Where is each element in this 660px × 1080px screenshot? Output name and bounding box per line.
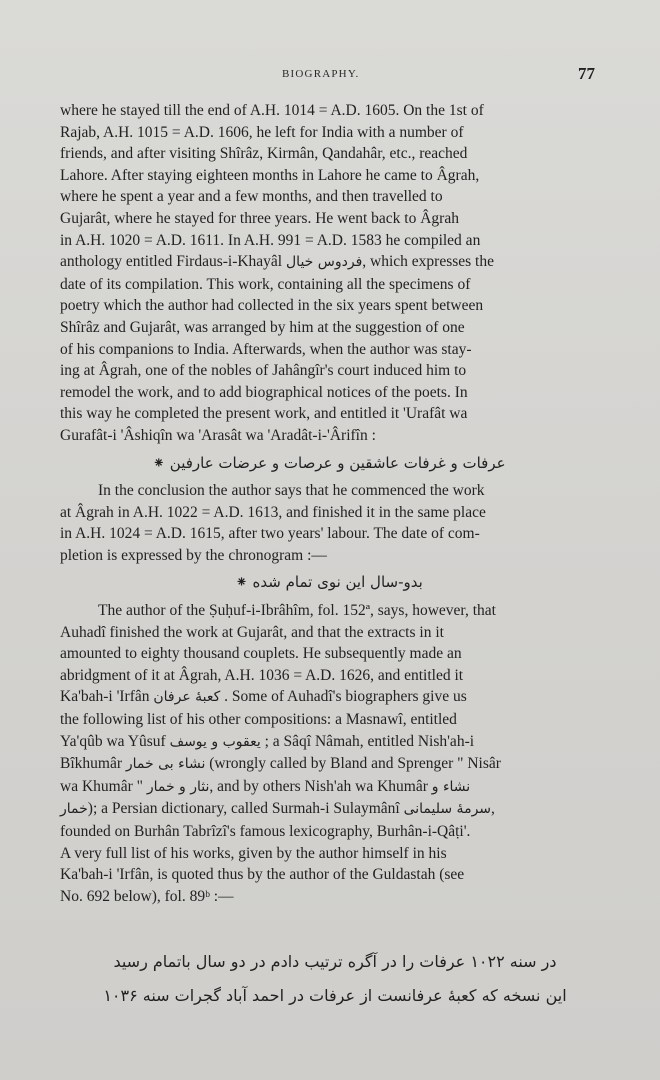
text-line: in A.H. 1020 = A.D. 1611. In A.H. 991 = A.D. 1583 he compiled an: [60, 231, 481, 249]
text-fragment: Bîkhumâr: [60, 755, 122, 773]
persian-fragment: نثار و خمار: [146, 778, 210, 795]
body-text: [60, 100, 598, 907]
text-line: No. 692 below), fol. 89ᵇ :—: [60, 887, 234, 905]
text-line: the following list of his other compositions: a Masnawî, entitled: [60, 711, 457, 729]
text-fragment: (wrongly called by Bland and Sprenger " Nisâr: [209, 755, 501, 773]
text-line: pletion is expressed by the chronogram :—: [60, 546, 327, 564]
text-fragment: Ya'qûb wa Yûsuf: [60, 732, 166, 750]
text-line: Ka'bah-i 'Irfân, is quoted thus by the author of the Guldastah (see: [60, 866, 465, 884]
persian-quote-line: این نسخه که کعبهٔ عرفانست از عرفات در احمد آباد گجرات سنه ۱۰۳۶: [103, 986, 567, 1005]
text-fragment: , which expresses the: [362, 253, 494, 271]
text-line: [60, 776, 598, 799]
text-line: [60, 798, 598, 821]
persian-fragment: نشاء و: [431, 778, 471, 795]
text-line: A very full list of his works, given by the author himself in his: [60, 844, 447, 862]
persian-chronogram: بدو-سال این نوی تمام شده ⁕: [235, 573, 423, 592]
text-line: abridgment of it at Âgrah, A.H. 1036 = A.D. 1626, and entitled it: [60, 666, 464, 684]
text-line: [60, 731, 598, 754]
text-line: ing at Âgrah, one of the nobles of Jahângîr's court induced him to: [60, 362, 467, 380]
text-line: Auhadî finished the work at Gujarât, and that the extracts in it: [60, 623, 444, 641]
text-line: where he stayed till the end of A.H. 1014 = A.D. 1605. On the 1st of: [60, 102, 484, 119]
text-line: in A.H. 1024 = A.D. 1615, after two years' labour. The date of com-: [60, 525, 480, 543]
text-fragment: . Some of Auhadî's biographers give us: [224, 688, 467, 706]
text-line: [60, 251, 598, 274]
text-fragment: ); a Persian dictionary, called Surmah-i Sulaymânî: [87, 800, 400, 818]
running-title: BIOGRAPHY.: [282, 68, 360, 80]
text-line: remodel the work, and to add biographical notices of the poets. In: [60, 383, 468, 401]
text-fragment: wa Khumâr ": [60, 777, 143, 795]
text-line: poetry which the author had collected in the six years spent between: [60, 297, 484, 315]
text-fragment: ,: [491, 800, 495, 818]
persian-quote-line: در سنه ۱۰۲۲ عرفات را در آگره ترتیب دادم در دو سال باتمام رسید: [113, 952, 557, 971]
text-line: [60, 753, 598, 776]
persian-fragment: یعقوب و یوسف: [169, 733, 261, 750]
persian-quotation: [40, 945, 630, 1013]
text-line: founded on Burhân Tabrîzî's famous lexicography, Burhân-i-Qâṭi'.: [60, 823, 471, 840]
text-line: this way he completed the present work, and entitled it 'Urafât wa: [60, 405, 468, 423]
text-line: friends, and after visiting Shîrâz, Kirmân, Qandahâr, etc., reached: [60, 145, 468, 163]
page-number: 77: [578, 64, 595, 83]
persian-work-title: عرفات و غرفات عاشقین و عرصات و عرضات عارفین ⁕: [152, 453, 506, 472]
text-line: Rajab, A.H. 1015 = A.D. 1606, he left for India with a number of: [60, 123, 464, 141]
persian-title-fragment: فردوس خیال: [286, 254, 363, 271]
text-fragment: ; a Sâqî Nâmah, entitled Nish'ah-i: [264, 732, 475, 750]
text-fragment: , and by others Nish'ah wa Khumâr: [209, 777, 428, 795]
text-line: [60, 686, 598, 709]
text-fragment: anthology entitled Firdaus-i-Khayâl: [60, 253, 283, 271]
text-fragment: Ka'bah-i 'Irfân: [60, 688, 150, 706]
text-line: Lahore. After staying eighteen months in Lahore he came to Âgrah,: [60, 166, 480, 184]
persian-fragment: نشاء بی خمار: [125, 756, 206, 773]
text-line: The author of the Ṣuḥuf-i-Ibrâhîm, fol. 152ª, says, however, that: [98, 602, 496, 620]
running-head: [0, 64, 660, 86]
text-line: date of its compilation. This work, containing all the specimens of: [60, 275, 471, 293]
persian-fragment: سرمهٔ سلیمانی: [403, 801, 492, 818]
text-line: In the conclusion the author says that he commenced the work: [98, 482, 485, 500]
text-line: amounted to eighty thousand couplets. He subsequently made an: [60, 645, 462, 663]
text-line: of his companions to India. Afterwards, when the author was stay-: [60, 340, 472, 358]
text-line: at Âgrah in A.H. 1022 = A.D. 1613, and finished it in the same place: [60, 503, 486, 521]
persian-fragment: کعبهٔ عرفان: [153, 689, 221, 706]
text-line: Shîrâz and Gujarât, was arranged by him at the suggestion of one: [60, 318, 465, 336]
text-line: Gurafât-i 'Âshiqîn wa 'Arasât wa 'Aradât-i-'Ârifîn :: [60, 426, 376, 444]
paragraph-3: [60, 600, 598, 907]
paragraph-2: [60, 480, 598, 566]
paragraph-1: [60, 100, 598, 447]
text-line: where he spent a year and a few months, and then travelled to: [60, 188, 443, 206]
persian-fragment: خمار: [60, 801, 88, 818]
text-line: Gujarât, where he stayed for three years. He went back to Âgrah: [60, 209, 459, 227]
